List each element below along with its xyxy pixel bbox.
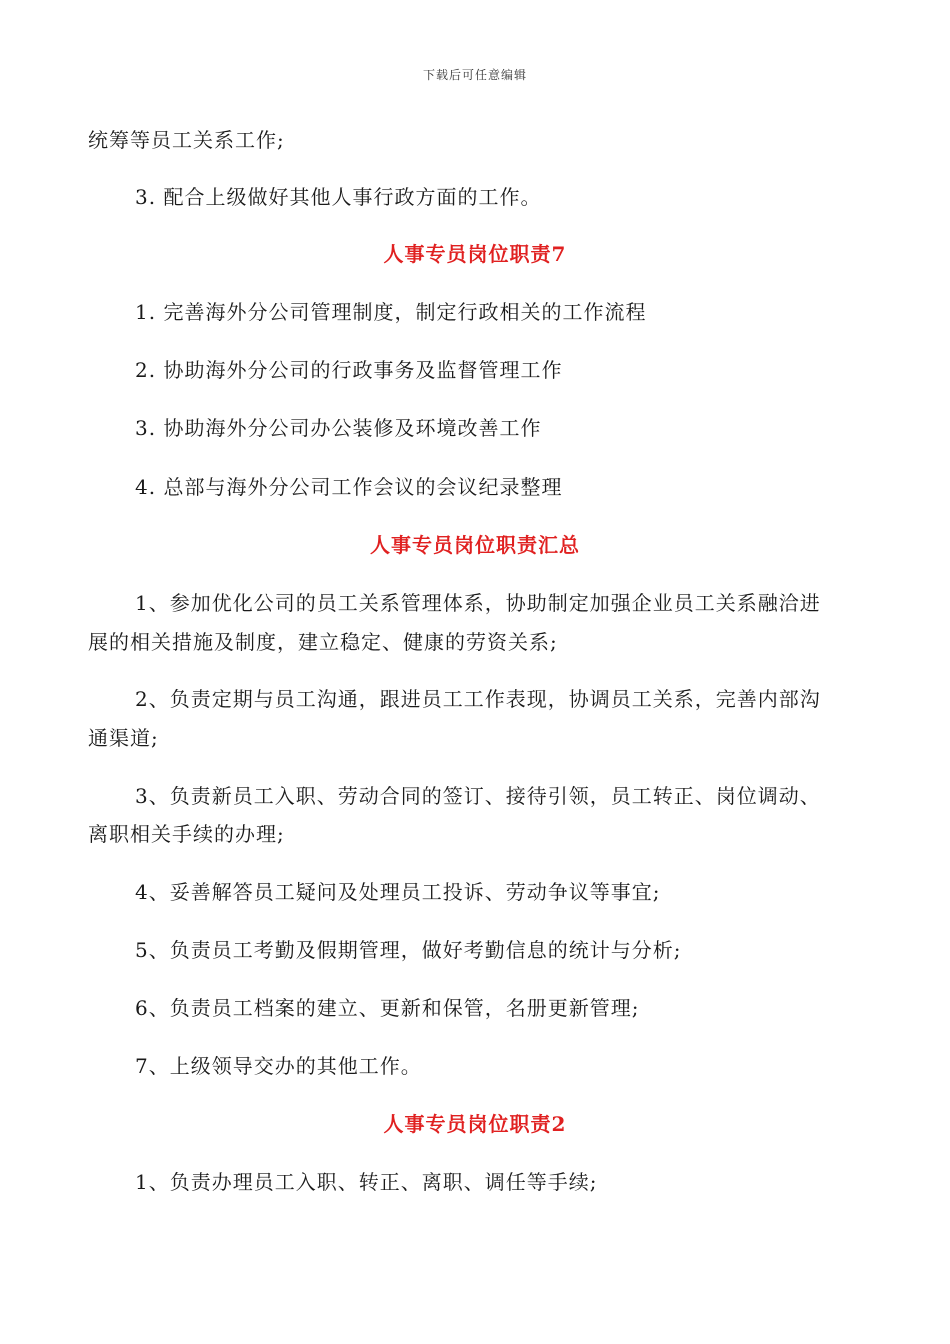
list-item: 5、负责员工考勤及假期管理，做好考勤信息的统计与分析; <box>135 938 682 962</box>
list-item: 3. 配合上级做好其他人事行政方面的工作。 <box>135 185 542 209</box>
paragraph-continuation: 统筹等员工关系工作; <box>88 128 285 152</box>
section-heading-duties-summary: 人事专员岗位职责汇总 <box>370 533 580 557</box>
list-item-continuation: 离职相关手续的办理; <box>88 822 285 846</box>
list-item: 1、参加优化公司的员工关系管理体系，协助制定加强企业员工关系融洽进 <box>135 591 821 615</box>
list-item: 1. 完善海外分公司管理制度，制定行政相关的工作流程 <box>135 300 647 324</box>
section-heading-duties-7: 人事专员岗位职责7 <box>383 242 567 266</box>
list-item: 6、负责员工档案的建立、更新和保管，名册更新管理; <box>135 996 640 1020</box>
list-item-continuation: 展的相关措施及制度，建立稳定、健康的劳资关系; <box>88 630 558 654</box>
list-item: 4. 总部与海外分公司工作会议的会议纪录整理 <box>135 475 563 499</box>
list-item: 3. 协助海外分公司办公装修及环境改善工作 <box>135 416 542 440</box>
list-item: 2. 协助海外分公司的行政事务及监督管理工作 <box>135 358 563 382</box>
list-item: 1、负责办理员工入职、转正、离职、调任等手续; <box>135 1170 598 1194</box>
section-heading-duties-2: 人事专员岗位职责2 <box>383 1112 567 1136</box>
list-item: 2、负责定期与员工沟通，跟进员工工作表现，协调员工关系，完善内部沟 <box>135 687 821 711</box>
page-header-note: 下载后可任意编辑 <box>422 68 527 82</box>
list-item: 7、上级领导交办的其他工作。 <box>135 1054 422 1078</box>
list-item: 3、负责新员工入职、劳动合同的签订、接待引领，员工转正、岗位调动、 <box>135 784 821 808</box>
list-item: 4、妥善解答员工疑问及处理员工投诉、劳动争议等事宜; <box>135 880 661 904</box>
list-item-continuation: 通渠道; <box>88 726 159 750</box>
